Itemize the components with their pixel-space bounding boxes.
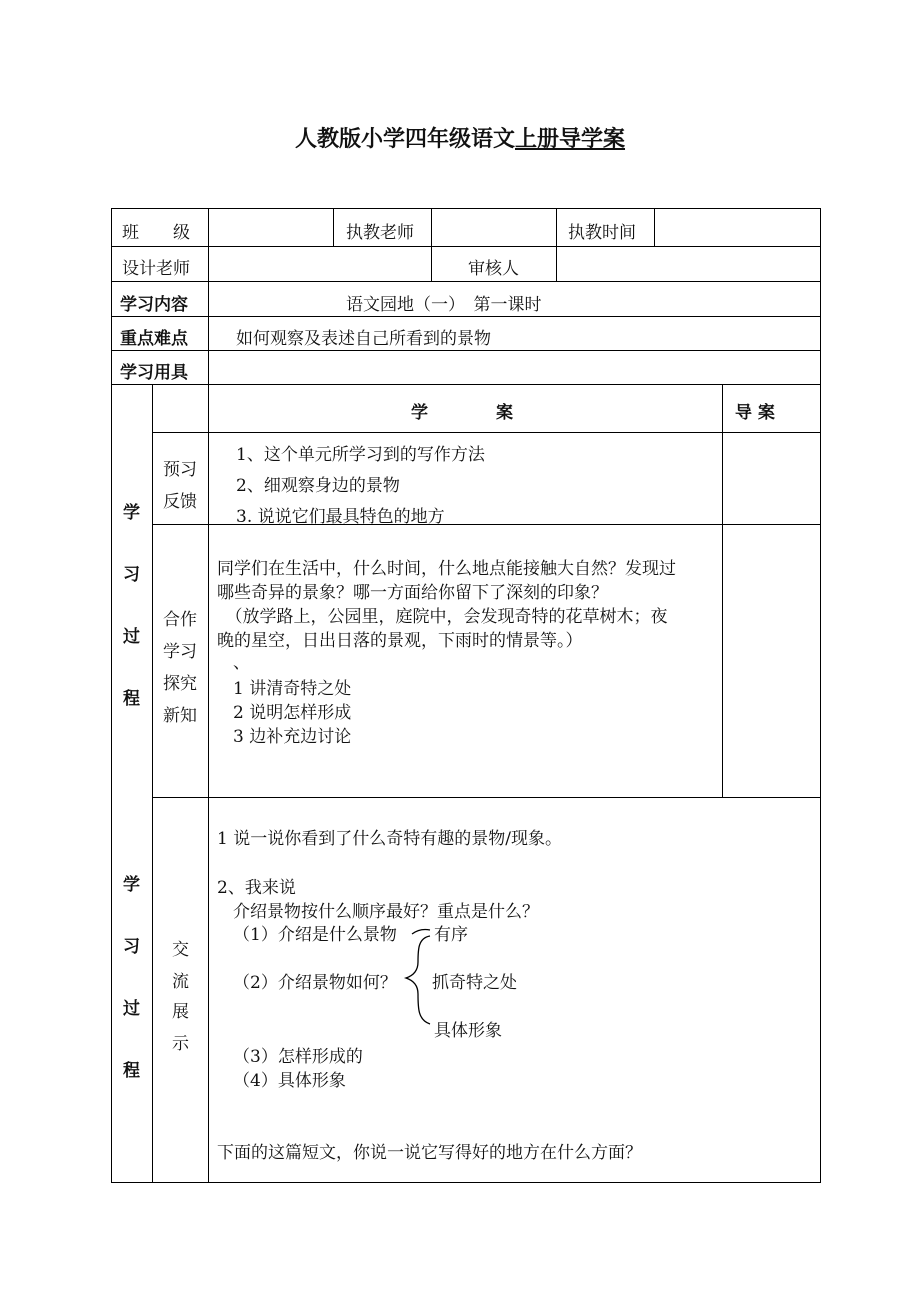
preview-item: 2、细观察身边的景物 (236, 476, 400, 496)
keypoint-value: 如何观察及表述自己所看到的景物 (236, 329, 491, 349)
exchange-item: （2）介绍景物如何？ (233, 973, 397, 993)
exchange-item: （4）具体形象 (233, 1071, 346, 1091)
coop-line: 2 说明怎样形成 (233, 703, 352, 723)
exchange-item-right: 有序 (434, 925, 468, 945)
designer-label: 设计老师 (122, 259, 190, 279)
process-char: 过 (123, 627, 140, 647)
coop-line: 1 讲清奇特之处 (233, 679, 352, 699)
process-char: 学 (123, 503, 140, 523)
teacher-label: 执教老师 (346, 223, 414, 243)
process-char: 程 (123, 1061, 140, 1081)
coop-line: （放学路上，公园里，庭院中，会发现奇特的花草树木；夜 (217, 607, 668, 627)
coop-label-3: 探究 (163, 674, 197, 694)
coop-label-4: 新知 (163, 706, 197, 726)
preview-item: 3. 说说它们最具特色的地方 (236, 507, 445, 527)
coop-line: 同学们在生活中，什么时间，什么地点能接触大自然？发现过 (217, 559, 676, 579)
time-label: 执教时间 (568, 223, 636, 243)
coop-label-2: 学习 (163, 642, 197, 662)
coop-label-1: 合作 (163, 610, 197, 630)
exchange-line: 2、我来说 (217, 878, 296, 898)
process-char: 学 (123, 875, 140, 895)
xuean-header: 学 案 (411, 403, 513, 423)
exchange-label-3: 展 (172, 1002, 189, 1022)
exchange-item-right: 具体形象 (434, 1021, 502, 1041)
coop-line: 3 边补充边讨论 (233, 727, 352, 747)
preview-label-1: 预习 (163, 460, 197, 480)
reviewer-label: 审核人 (468, 259, 519, 279)
coop-line: 、 (233, 653, 250, 673)
class-label: 班 级 (122, 223, 190, 243)
tools-label: 学习用具 (120, 363, 188, 383)
process-char: 程 (123, 689, 140, 709)
exchange-item-right: 抓奇特之处 (432, 973, 517, 993)
exchange-label-2: 流 (172, 972, 189, 992)
process-char: 习 (123, 937, 140, 957)
daoan-header: 导 案 (735, 403, 775, 423)
coop-line: 哪些奇异的景象？哪一方面给你留下了深刻的印象？ (217, 583, 608, 603)
exchange-label-1: 交 (172, 940, 189, 960)
content-label: 学习内容 (120, 295, 188, 315)
exchange-label-4: 示 (172, 1034, 189, 1054)
exchange-line: 下面的这篇短文，你说一说它写得好的地方在什么方面？ (217, 1143, 642, 1163)
content-value: 语文园地（一） 第一课时 (346, 295, 542, 315)
exchange-item: （3）怎样形成的 (233, 1047, 363, 1067)
process-char: 过 (123, 999, 140, 1019)
preview-item: 1、这个单元所学习到的写作方法 (236, 445, 485, 465)
exchange-item: （1）介绍是什么景物 (233, 925, 397, 945)
exchange-line: 1 说一说你看到了什么奇特有趣的景物/现象。 (217, 829, 562, 849)
preview-label-2: 反馈 (163, 492, 197, 512)
coop-line: 晚的星空，日出日落的景观，下雨时的情景等。） (217, 631, 583, 651)
process-char: 习 (123, 565, 140, 585)
exchange-line: 介绍景物按什么顺序最好？重点是什么？ (233, 902, 539, 922)
title-underlined: 上册导学案 (515, 127, 626, 152)
keypoint-label: 重点难点 (120, 329, 188, 349)
title-main: 人教版小学四年级语文 (294, 127, 515, 152)
